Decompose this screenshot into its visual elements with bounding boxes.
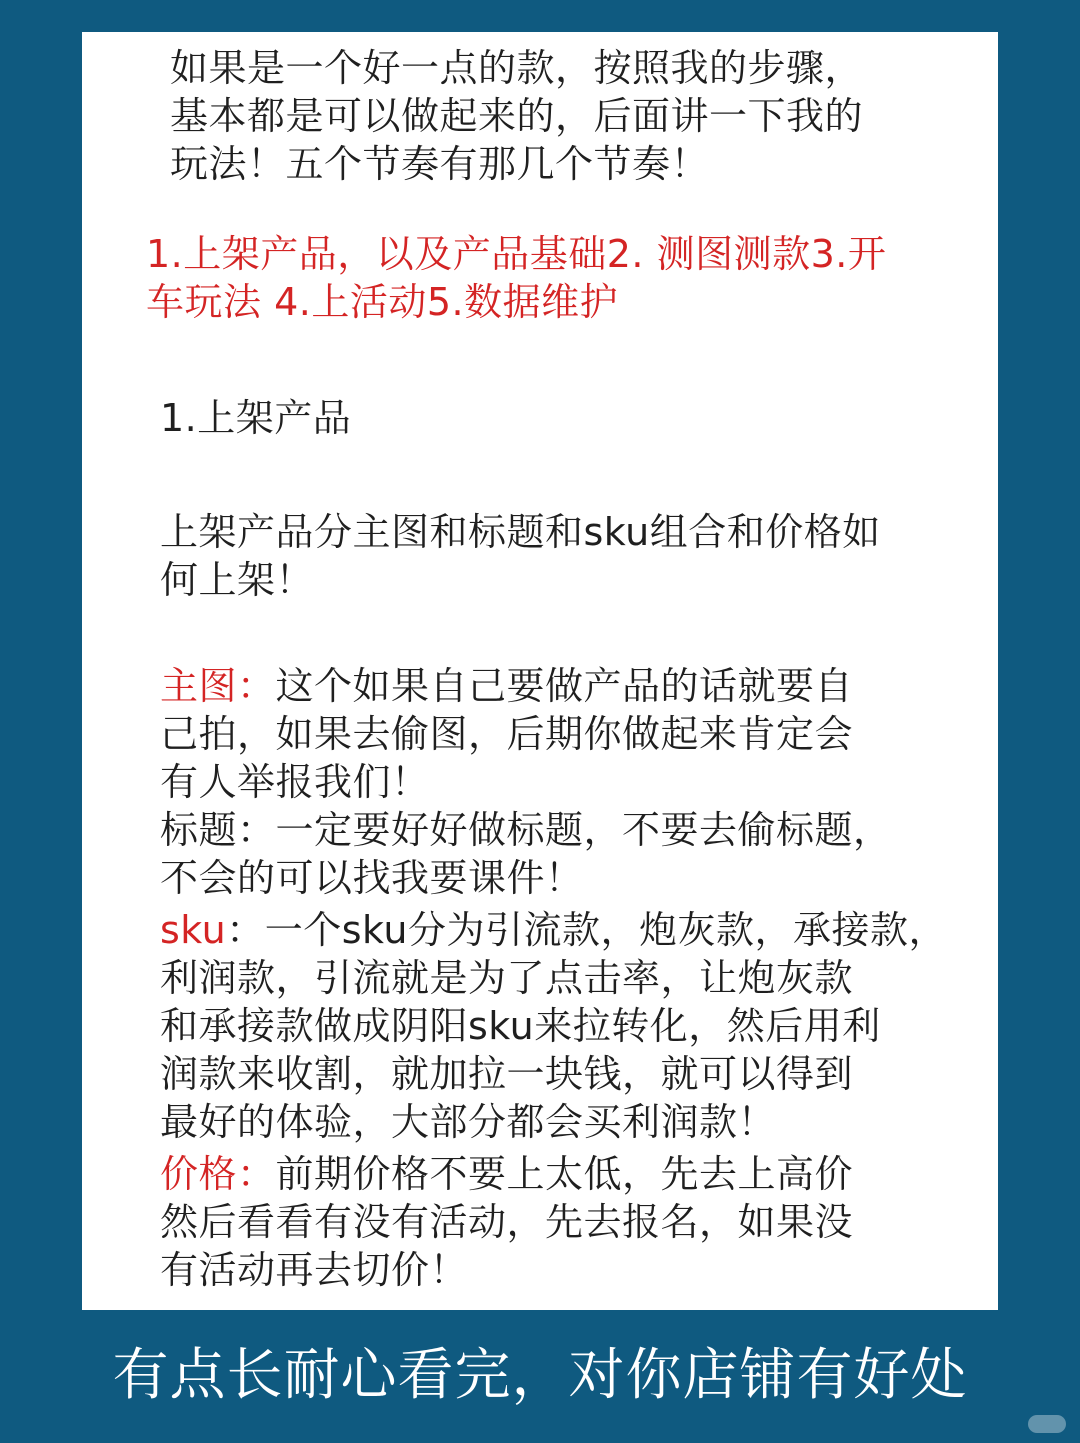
main-image-sep: ：	[237, 664, 276, 708]
sku-label: sku	[160, 908, 227, 952]
price-line-2: 然后看看有没有活动，先去报名，如果没	[160, 1200, 854, 1244]
title-line-2: 不会的可以找我要课件！	[160, 856, 584, 900]
title-label: 标题	[160, 808, 238, 852]
sku-paragraph	[160, 906, 947, 954]
price-label: 价格	[160, 1152, 238, 1196]
main-image-label: 主图	[160, 664, 238, 708]
price-paragraph	[160, 1150, 853, 1198]
sku-sep: ：	[226, 908, 265, 952]
intro-line-2: 基本都是可以做起来的，后面讲一下我的	[170, 94, 864, 138]
price-line-1: 前期价格不要上太低，先去上高价	[275, 1152, 854, 1196]
footer-caption: 有点长耐心看完，对你店铺有好处	[112, 1343, 968, 1408]
sku-line-5: 最好的体验，大部分都会买利润款！	[160, 1100, 777, 1144]
main-image-line-3: 有人举报我们！	[160, 760, 430, 804]
main-image-line-1: 这个如果自己要做产品的话就要自	[275, 664, 854, 708]
main-image-line-2: 己拍，如果去偷图，后期你做起来肯定会	[160, 712, 854, 756]
sku-line-2: 利润款，引流就是为了点击率，让炮灰款	[160, 956, 854, 1000]
sku-line-4: 润款来收割，就加拉一块钱，就可以得到	[160, 1052, 854, 1096]
intro-line-1: 如果是一个好一点的款，按照我的步骤，	[170, 46, 864, 90]
sku-line-1: 一个sku分为引流款，炮灰款，承接款，	[264, 908, 947, 952]
title-paragraph	[160, 806, 892, 854]
steps-line-2: 车玩法 4.上活动5.数据维护	[146, 280, 619, 324]
main-image-paragraph	[160, 662, 853, 710]
section-title: 1.上架产品	[160, 396, 352, 440]
title-sep: ：	[237, 808, 276, 852]
price-sep: ：	[237, 1152, 276, 1196]
section-intro-line-2: 何上架！	[160, 558, 315, 602]
section-intro-line-1: 上架产品分主图和标题和sku组合和价格如	[160, 510, 881, 554]
steps-line-1: 1.上架产品，以及产品基础2. 测图测款3.开	[146, 232, 887, 276]
price-line-3: 有活动再去切价！	[160, 1248, 469, 1292]
sku-line-3: 和承接款做成阴阳sku来拉转化，然后用利	[160, 1004, 881, 1048]
intro-line-3: 玩法！五个节奏有那几个节奏！	[170, 142, 710, 186]
watermark-badge	[1028, 1415, 1066, 1433]
title-line-1: 一定要好好做标题，不要去偷标题，	[275, 808, 892, 852]
